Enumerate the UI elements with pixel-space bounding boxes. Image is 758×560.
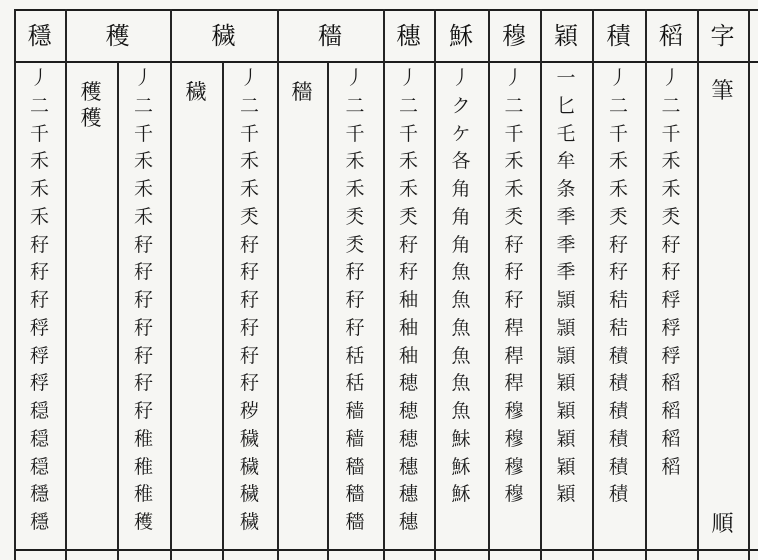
- stroke-step: 角: [451, 205, 471, 228]
- stroke-step: 秄: [504, 261, 524, 284]
- stroke-step: ケ: [451, 122, 471, 145]
- stroke-step: 秂: [345, 205, 365, 228]
- stroke-step: ク: [451, 94, 471, 117]
- stroke-step: 秄: [133, 261, 153, 284]
- stroke-step: 秽: [239, 400, 259, 422]
- stroke-step: 禾: [29, 205, 49, 228]
- stroke-step: 秄: [239, 372, 259, 395]
- stroke-step: 積: [608, 344, 628, 367]
- stroke-step: 秳: [345, 344, 365, 367]
- stroke-step: 匕: [556, 94, 576, 117]
- stroke-step: 穡: [345, 511, 365, 533]
- stroke-step: 積: [608, 400, 628, 422]
- stroke-step: 秂: [608, 205, 628, 228]
- stroke-step: 稈: [504, 316, 524, 339]
- column-header: 穢: [211, 22, 236, 50]
- stroke-step: 禾: [398, 178, 418, 200]
- stroke-step: 禾: [661, 150, 681, 173]
- stroke-step: 禾: [133, 178, 153, 200]
- stroke-step: 禾: [345, 178, 365, 200]
- column-header: 穩: [27, 22, 52, 50]
- stroke-step: 禾: [398, 150, 418, 173]
- stroke-step: 禾: [504, 150, 524, 173]
- stroke-step: 稃: [661, 289, 681, 311]
- stroke-step: 禾: [133, 150, 153, 173]
- stroke-step: 千: [661, 122, 681, 145]
- stroke-step: 穡: [345, 455, 365, 478]
- stroke-step: 稃: [29, 316, 49, 339]
- stroke-step: 秄: [345, 261, 365, 284]
- stroke-step: 穌: [451, 455, 471, 478]
- stroke-step: 丿: [608, 67, 628, 89]
- grid-line: [697, 62, 699, 560]
- column-header: 字: [710, 22, 735, 50]
- stroke-step: 稚: [133, 427, 153, 450]
- stroke-step: 稈: [504, 344, 524, 367]
- stroke-step: 稃: [29, 344, 49, 367]
- stroke-step: 二: [398, 94, 418, 117]
- stroke-step: 頴: [556, 316, 576, 339]
- stroke-step: 穆: [504, 400, 524, 422]
- column-header: 積: [606, 22, 631, 50]
- stroke-step: 丿: [239, 67, 259, 89]
- stroke-step: 魚: [451, 289, 471, 311]
- stroke-step: 牟: [556, 150, 576, 173]
- stroke-step: 秄: [239, 344, 259, 367]
- stroke-step: 稚: [133, 455, 153, 478]
- stroke-step: 各: [451, 150, 471, 173]
- stroke-step: 乇: [556, 122, 576, 145]
- stroke-step: 秄: [239, 316, 259, 339]
- stroke-step: 稃: [661, 316, 681, 339]
- stroke-step: 穗: [398, 455, 418, 478]
- grid-line: [748, 62, 750, 560]
- stroke-step: 穎: [556, 372, 576, 395]
- stroke-step: 千: [239, 122, 259, 145]
- stroke-step: 鮇: [451, 427, 471, 450]
- column-header: 穌: [449, 22, 473, 50]
- stroke-step: 穂: [398, 400, 418, 422]
- stroke-step: 稻: [661, 400, 681, 422]
- stroke-step: 秄: [661, 233, 681, 256]
- stroke-step: 穗: [398, 511, 418, 533]
- stroke-step: 二: [504, 94, 524, 117]
- stroke-step: 秄: [608, 261, 628, 284]
- stroke-step: 稻: [661, 372, 681, 395]
- stroke-step: 秸: [608, 316, 628, 339]
- stroke-step: 秂: [345, 233, 365, 256]
- stroke-step: 二: [239, 94, 259, 117]
- stroke-step: 穩: [29, 483, 49, 506]
- stroke-step: 魚: [451, 372, 471, 395]
- stroke-step: 秸: [608, 289, 628, 311]
- stroke-step: 頴: [556, 289, 576, 311]
- grid-line: [170, 62, 172, 560]
- stroke-step: 千: [29, 122, 49, 145]
- stroke-step: 積: [608, 483, 628, 506]
- stroke-step: 禾: [504, 178, 524, 200]
- stroke-order-label-bottom: 順: [711, 512, 734, 537]
- stroke-step: 秄: [133, 289, 153, 311]
- stroke-step: 穢: [239, 511, 259, 533]
- stroke-step: 秂: [239, 205, 259, 228]
- grid-line: [65, 62, 67, 560]
- stroke-step: 魚: [451, 344, 471, 367]
- stroke-step: 秄: [239, 261, 259, 284]
- stroke-step: 穆: [504, 483, 524, 506]
- stroke-step: 秄: [398, 233, 418, 256]
- stroke-step: 秄: [239, 233, 259, 256]
- stroke-step: 積: [608, 372, 628, 395]
- stroke-step: 魚: [451, 261, 471, 284]
- stroke-step: 稃: [661, 344, 681, 367]
- stroke-step: 丿: [661, 67, 681, 89]
- stroke-step: 丿: [398, 67, 418, 89]
- stroke-step: 穢: [239, 483, 259, 506]
- stroke-step: 禾: [239, 178, 259, 200]
- stroke-step: 穏: [29, 455, 49, 478]
- stroke-step: 千: [504, 122, 524, 145]
- stroke-step: 二: [133, 94, 153, 117]
- stroke-step: 秄: [345, 289, 365, 311]
- stroke-step: 秄: [239, 289, 259, 311]
- stroke-step: 秄: [345, 316, 365, 339]
- column-header: 稻: [659, 22, 683, 50]
- stroke-step: 禾: [29, 178, 49, 200]
- stroke-step: 秄: [504, 233, 524, 256]
- stroke-step: 秄: [133, 400, 153, 422]
- stroke-step: 穑: [345, 427, 365, 450]
- stroke-step: 秊: [556, 233, 576, 256]
- stroke-step: 稻: [661, 455, 681, 478]
- variant-glyph: 穫: [80, 106, 102, 130]
- stroke-step: 角: [451, 233, 471, 256]
- stroke-step: 稻: [661, 427, 681, 450]
- stroke-step: 穫: [133, 511, 153, 533]
- stroke-step: 秄: [133, 316, 153, 339]
- stroke-step: 積: [608, 455, 628, 478]
- stroke-step: 穏: [29, 400, 49, 422]
- stroke-step: 条: [556, 178, 576, 200]
- stroke-step: 穡: [345, 483, 365, 506]
- stroke-step: 穎: [556, 427, 576, 450]
- stroke-step: 頴: [556, 344, 576, 367]
- stroke-step: 穂: [398, 372, 418, 395]
- stroke-step: 魚: [451, 400, 471, 422]
- stroke-step: 秄: [29, 261, 49, 284]
- stroke-step: 千: [133, 122, 153, 145]
- stroke-step: 稈: [504, 372, 524, 395]
- stroke-step: 穢: [239, 455, 259, 478]
- stroke-step: 秳: [345, 372, 365, 395]
- stroke-step: 秄: [504, 289, 524, 311]
- stroke-step: 秞: [398, 289, 418, 311]
- stroke-step: 穗: [398, 483, 418, 506]
- stroke-step: 秄: [608, 233, 628, 256]
- stroke-step: 秄: [133, 372, 153, 395]
- stroke-step: 穏: [29, 427, 49, 450]
- stroke-step: 一: [556, 67, 576, 89]
- stroke-step: 禾: [345, 150, 365, 173]
- stroke-step: 稚: [133, 483, 153, 506]
- stroke-step: 稃: [29, 372, 49, 395]
- stroke-step: 秂: [504, 205, 524, 228]
- stroke-step: 穎: [556, 483, 576, 506]
- stroke-step: 角: [451, 178, 471, 200]
- variant-glyph: 穫: [80, 80, 102, 104]
- stroke-step: 秊: [556, 261, 576, 284]
- stroke-step: 秄: [29, 233, 49, 256]
- stroke-step: 穩: [29, 511, 49, 533]
- stroke-step: 穑: [345, 400, 365, 422]
- stroke-step: 魚: [451, 316, 471, 339]
- stroke-step: 千: [608, 122, 628, 145]
- stroke-step: 禾: [239, 150, 259, 173]
- grid-line: [748, 9, 750, 62]
- stroke-step: 秂: [398, 205, 418, 228]
- stroke-step: 秞: [398, 316, 418, 339]
- stroke-step: 千: [398, 122, 418, 145]
- stroke-step: 秂: [661, 205, 681, 228]
- stroke-step: 丿: [345, 67, 365, 89]
- stroke-step: 丿: [29, 67, 49, 89]
- stroke-step: 穎: [556, 400, 576, 422]
- column-header: 穫: [105, 22, 130, 50]
- column-header: 穎: [554, 22, 578, 50]
- column-header: 穡: [318, 22, 342, 50]
- stroke-step: 秄: [133, 344, 153, 367]
- stroke-step: 二: [661, 94, 681, 117]
- stroke-step: 二: [345, 94, 365, 117]
- stroke-step: 秄: [133, 233, 153, 256]
- stroke-step: 二: [608, 94, 628, 117]
- stroke-step: 穆: [504, 427, 524, 450]
- stroke-step: 穢: [239, 427, 259, 450]
- stroke-step: 丿: [133, 67, 153, 89]
- stroke-step: 禾: [608, 178, 628, 200]
- stroke-step: 禾: [133, 205, 153, 228]
- stroke-step: 秊: [556, 205, 576, 228]
- stroke-step: 禾: [661, 178, 681, 200]
- stroke-step: 穂: [398, 427, 418, 450]
- column-header: 穆: [502, 22, 526, 50]
- stroke-step: 穆: [504, 455, 524, 478]
- stroke-step: 秄: [661, 261, 681, 284]
- column-header: 穗: [396, 22, 421, 50]
- stroke-step: 丿: [451, 67, 471, 89]
- stroke-step: 秄: [29, 289, 49, 311]
- stroke-step: 秞: [398, 344, 418, 367]
- stroke-order-label-top: 筆: [711, 79, 734, 104]
- grid-line: [277, 62, 279, 560]
- stroke-step: 禾: [608, 150, 628, 173]
- stroke-step: 二: [29, 94, 49, 117]
- stroke-step: 禾: [29, 150, 49, 173]
- stroke-step: 千: [345, 122, 365, 145]
- stroke-step: 積: [608, 427, 628, 450]
- stroke-step: 丿: [504, 67, 524, 89]
- stroke-step: 穌: [451, 483, 471, 506]
- variant-glyph: 穡: [291, 80, 313, 104]
- stroke-step: 穎: [556, 455, 576, 478]
- variant-glyph: 穢: [185, 80, 207, 104]
- stroke-step: 秄: [398, 261, 418, 284]
